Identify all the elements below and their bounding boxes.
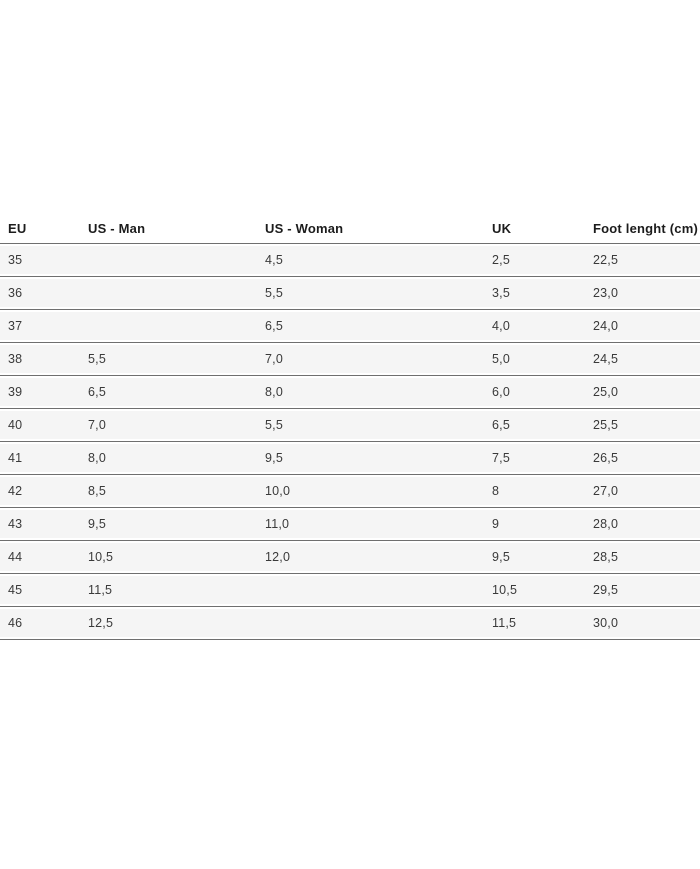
cell-us-man: 6,5 xyxy=(88,385,106,399)
cell-eu: 40 xyxy=(8,418,23,432)
cell-uk: 6,0 xyxy=(492,385,510,399)
table-row xyxy=(0,510,700,538)
row-separator xyxy=(0,309,700,310)
cell-us-man: 7,0 xyxy=(88,418,106,432)
row-separator xyxy=(0,375,700,376)
column-header-eu: EU xyxy=(8,220,27,236)
cell-eu: 35 xyxy=(8,253,23,267)
cell-uk: 3,5 xyxy=(492,286,510,300)
cell-us-woman: 10,0 xyxy=(265,484,291,498)
column-header-foot-length: Foot lenght (cm) xyxy=(593,220,699,236)
cell-eu: 44 xyxy=(8,550,23,564)
row-separator xyxy=(0,441,700,442)
cell-eu: 38 xyxy=(8,352,23,366)
cell-eu: 37 xyxy=(8,319,23,333)
table-row xyxy=(0,543,700,571)
cell-eu: 45 xyxy=(8,583,23,597)
cell-uk: 8 xyxy=(492,484,500,498)
cell-us-man: 10,5 xyxy=(88,550,114,564)
row-separator xyxy=(0,639,700,640)
cell-us-man: 11,5 xyxy=(88,583,113,597)
table-row xyxy=(0,576,700,604)
row-separator xyxy=(0,606,700,607)
cell-eu: 41 xyxy=(8,451,23,465)
table-row xyxy=(0,345,700,373)
column-header-us-woman: US - Woman xyxy=(265,220,344,236)
cell-uk: 7,5 xyxy=(492,451,510,465)
cell-us-man: 12,5 xyxy=(88,616,114,630)
cell-us-man: 5,5 xyxy=(88,352,106,366)
cell-us-woman: 8,0 xyxy=(265,385,283,399)
cell-us-man: 8,5 xyxy=(88,484,106,498)
cell-foot-length: 26,5 xyxy=(593,451,619,465)
cell-uk: 4,0 xyxy=(492,319,510,333)
table-row xyxy=(0,246,700,274)
table-row xyxy=(0,279,700,307)
cell-us-woman: 5,5 xyxy=(265,418,283,432)
table-row xyxy=(0,378,700,406)
row-separator xyxy=(0,474,700,475)
cell-uk: 10,5 xyxy=(492,583,518,597)
cell-uk: 5,0 xyxy=(492,352,510,366)
cell-us-woman: 9,5 xyxy=(265,451,283,465)
cell-foot-length: 22,5 xyxy=(593,253,619,267)
cell-foot-length: 29,5 xyxy=(593,583,619,597)
table-row xyxy=(0,477,700,505)
cell-foot-length: 25,0 xyxy=(593,385,619,399)
cell-us-man: 9,5 xyxy=(88,517,106,531)
cell-foot-length: 25,5 xyxy=(593,418,619,432)
column-header-uk: UK xyxy=(492,220,512,236)
table-row xyxy=(0,411,700,439)
cell-us-woman: 7,0 xyxy=(265,352,283,366)
cell-us-woman: 5,5 xyxy=(265,286,283,300)
cell-us-woman: 11,0 xyxy=(265,517,290,531)
table-row xyxy=(0,444,700,472)
cell-us-man: 8,0 xyxy=(88,451,106,465)
row-separator xyxy=(0,573,700,574)
column-header-us-man: US - Man xyxy=(88,220,146,236)
table-header-row xyxy=(0,215,700,241)
cell-uk: 2,5 xyxy=(492,253,510,267)
table-row xyxy=(0,609,700,637)
cell-us-woman: 12,0 xyxy=(265,550,291,564)
cell-eu: 43 xyxy=(8,517,23,531)
table-body xyxy=(0,246,700,640)
row-separator xyxy=(0,540,700,541)
cell-foot-length: 23,0 xyxy=(593,286,619,300)
cell-foot-length: 24,5 xyxy=(593,352,619,366)
cell-uk: 11,5 xyxy=(492,616,517,630)
cell-eu: 42 xyxy=(8,484,23,498)
row-separator xyxy=(0,342,700,343)
cell-eu: 46 xyxy=(8,616,23,630)
cell-foot-length: 24,0 xyxy=(593,319,619,333)
cell-foot-length: 28,0 xyxy=(593,517,619,531)
row-separator xyxy=(0,408,700,409)
table-row xyxy=(0,312,700,340)
cell-us-woman: 6,5 xyxy=(265,319,283,333)
header-separator xyxy=(0,243,700,244)
size-conversion-table xyxy=(0,215,700,642)
cell-eu: 36 xyxy=(8,286,23,300)
cell-foot-length: 30,0 xyxy=(593,616,619,630)
row-separator xyxy=(0,507,700,508)
cell-uk: 9,5 xyxy=(492,550,510,564)
cell-uk: 9 xyxy=(492,517,500,531)
row-separator xyxy=(0,276,700,277)
cell-foot-length: 27,0 xyxy=(593,484,619,498)
cell-us-woman: 4,5 xyxy=(265,253,283,267)
cell-uk: 6,5 xyxy=(492,418,510,432)
cell-foot-length: 28,5 xyxy=(593,550,619,564)
cell-eu: 39 xyxy=(8,385,23,399)
